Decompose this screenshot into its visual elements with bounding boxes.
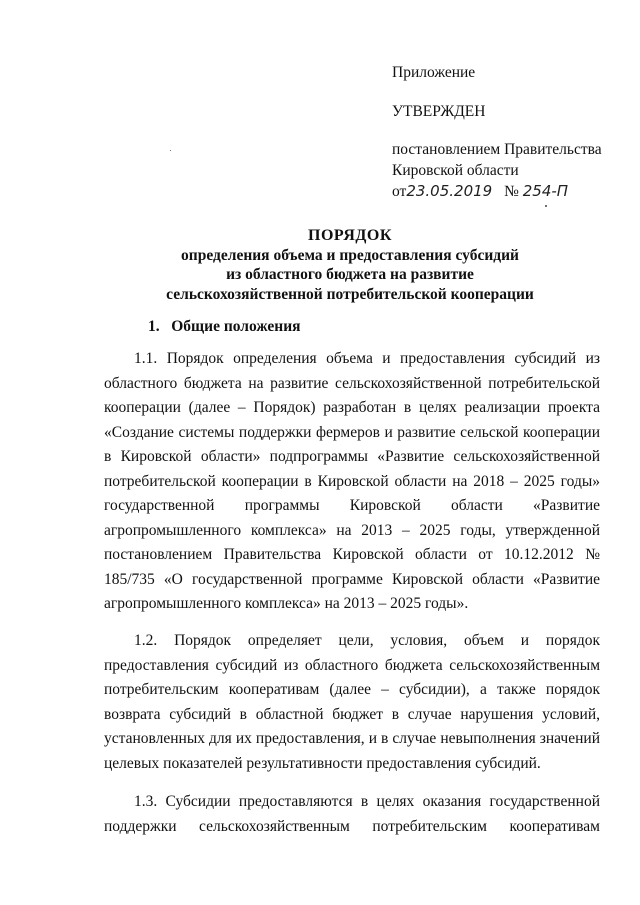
- paragraph-1-3: [104, 790, 600, 839]
- approval-block: [392, 62, 622, 202]
- title-line-3: сельскохозяйственной потребительской кооперации: [166, 285, 534, 303]
- paragraph-1-1: [104, 347, 600, 617]
- title-main: ПОРЯДОК: [308, 227, 392, 244]
- date-prefix: от: [392, 183, 407, 200]
- document-title: [100, 226, 600, 304]
- decree-line-2: Кировской области: [392, 162, 519, 179]
- handwritten-date: 23.05.2019: [406, 182, 493, 200]
- scan-speck: [545, 205, 547, 207]
- number-prefix: №: [504, 183, 519, 200]
- appendix-label: Приложение: [392, 64, 476, 81]
- title-line-2: из областного бюджета на развитие: [226, 266, 474, 283]
- paragraph-text: 1.1. Порядок определения объема и предоставления субсидий из областного бюджета на развитие сельскохозяйственной потребительской кооперации (далее – Порядок) разработан в целях реализации проекта «Создание системы поддержки фермеров и развитие сельской кооперации в Кировской области» подпрограммы «Развитие сельскохозяйственной потребительской кооперации в Кировской области на 2018 – 2025 годы» государственной программы Кировской области «Развитие агропромышленного комплекса» на 2013 – 2025 годы, утвержденной постановлением Правительства Кировской области от 10.12.2012 № 185/735 «О государственной программе Кировской области «Развитие агропромышленного комплекса» на 2013 – 2025 годы».: [104, 350, 600, 612]
- paragraph-1-2: [104, 629, 600, 776]
- decree-date-line: [392, 181, 622, 202]
- section-heading: 1. Общие положения: [148, 318, 301, 335]
- scan-speck: [170, 150, 171, 151]
- decree-line-1: постановлением Правительства: [392, 141, 602, 158]
- paragraph-text: 1.2. Порядок определяет цели, условия, объем и порядок предоставления субсидий из областного бюджета сельскохозяйственным потребительским кооперативам (далее – субсидии), а также порядок возврата субсидий в областной бюджет в случае нарушения условий, установленных для их предоставления, и в случае невыполнения значений целевых показателей результативности предоставления субсидий.: [104, 632, 600, 772]
- approved-label: УТВЕРЖДЕН: [392, 103, 486, 120]
- handwritten-number: 254-П: [522, 182, 569, 200]
- paragraph-text: 1.3. Субсидии предоставляются в целях оказания государственной поддержки сельскохозяйственным потребительским кооперативам: [104, 793, 600, 835]
- title-line-1: определения объема и предоставления субсидий: [181, 246, 519, 264]
